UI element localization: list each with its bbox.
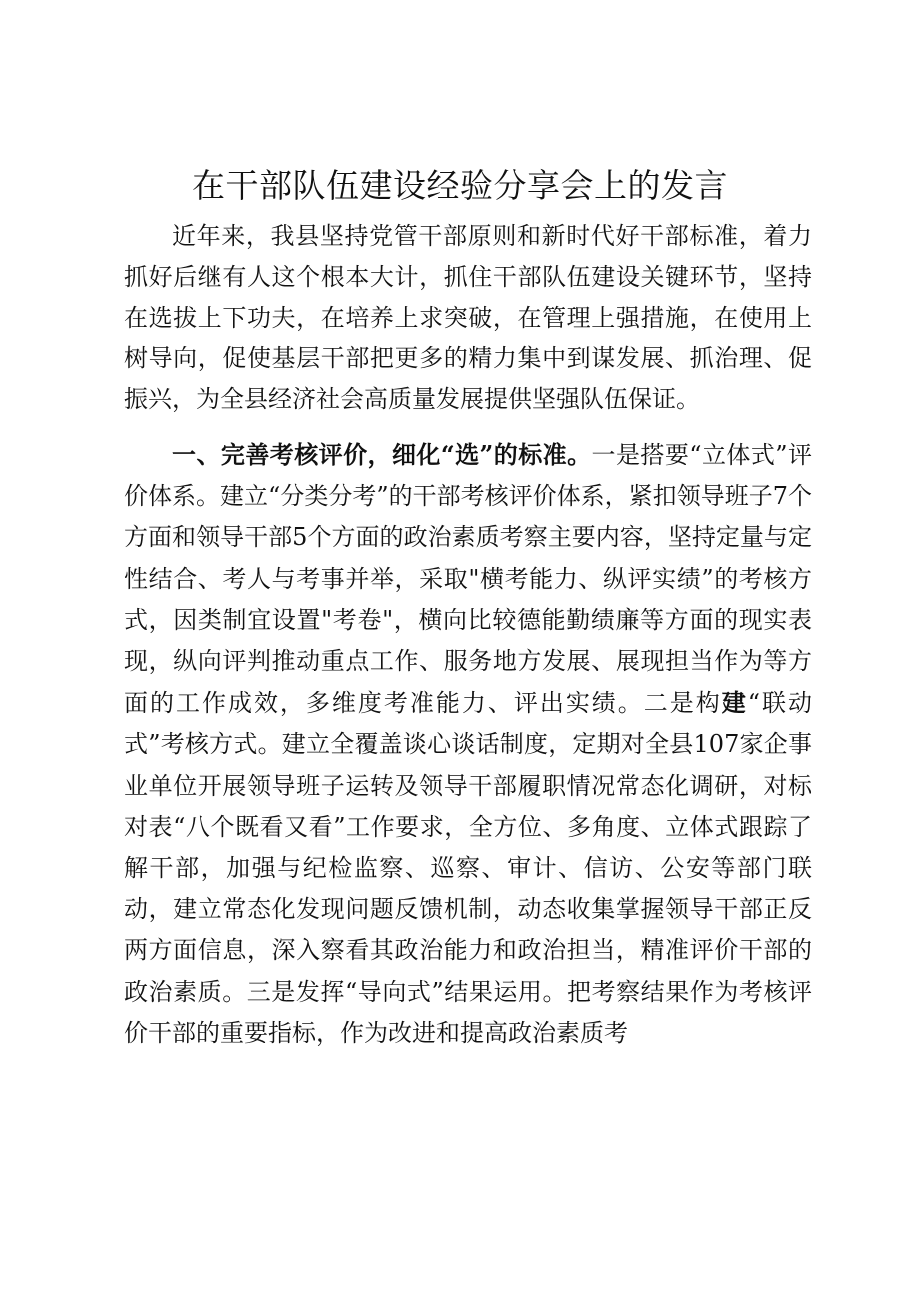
- section-1-text-part1: 一是搭要“立体式”评价体系。建立“分类分考”的干部考核评价体系，紧扣领导班子7个方面和领导干部5个方面的政治素质考察主要内容，坚持定量与定性结合、考人与考事并举，采取"横考能力、纵评实绩”的考核方式，因类制宜设置"考卷"，横向比较德能勤绩廉等方面的现实表现，纵向评判推动重点工作、服务地方发展、展现担当作为等方面的工作成效，多维度考准能力、评出实绩。二是构: [124, 440, 813, 718]
- section-1-paragraph: [124, 434, 812, 1054]
- section-1-text-part2: “联动式”考核方式。建立全覆盖谈心谈话制度，定期对全县107家企事业单位开展领导班子运转及领导干部履职情况常态化调研，对标对表“八个既看又看”工作要求，全方位、多角度、立体式跟踪了解干部，加强与纪检监察、巡察、审计、信访、公安等部门联动，建立常态化发现问题反馈机制，动态收集掌握领导干部正反两方面信息，深入察看其政治能力和政治担当，精准评价干部的政治素质。三是发挥“导向式”结果运用。把考察结果作为考核评价干部的重要指标，作为改进和提高政治素质考: [124, 689, 812, 1047]
- section-1-heading: 一、完善考核评价，细化“选”的标准。: [172, 439, 592, 469]
- section-1-bold-char: 建: [721, 688, 748, 718]
- intro-paragraph: 近年来，我县坚持党管干部原则和新时代好干部标准，着力抓好后继有人这个根本大计，抓住干部队伍建设关键环节，坚持在选拔上下功夫，在培养上求突破，在管理上强措施，在使用上树导向，促使基层干部把更多的精力集中到谋发展、抓治理、促振兴，为全县经济社会高质量发展提供坚强队伍保证。: [124, 222, 812, 414]
- document-title: 在干部队伍建设经验分享会上的发言: [192, 166, 728, 205]
- document-body: [124, 216, 812, 1054]
